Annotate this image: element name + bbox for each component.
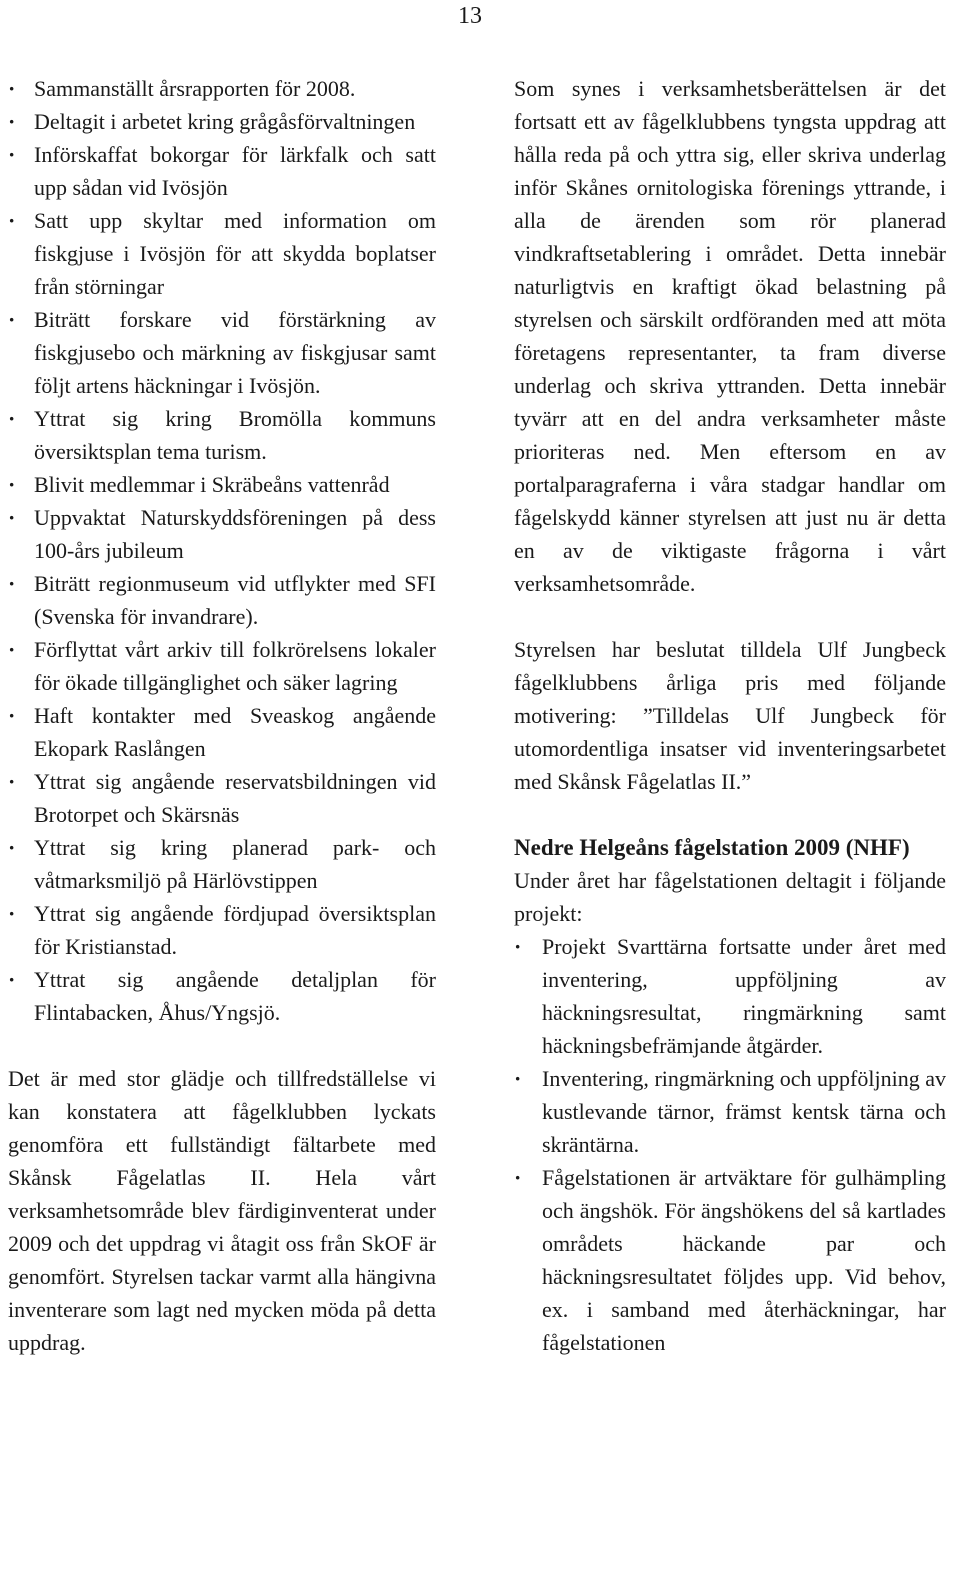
list-item: · Fågelstationen är artväktare för gulhämpling och ängshök. För ängshökens del så kartlades områdets häckande par och häckningsresultatet följdes upp. Vid behov, ex. i samband med återhäckningar, har fågelstationen [514, 1161, 946, 1359]
spacer [8, 1029, 436, 1062]
wind-power-paragraph: Som synes i verksamhetsberättelsen är det fortsatt ett av fågelklubbens tyngsta uppdrag att hålla reda på och yttra sig, eller skriva underlag inför Skånes ornitologiska förenings yttrande, i alla de ärenden som rör planerad vindkraftsetablering i området. Detta innebär naturligtvis en kraftigt ökad belastning på styrelsen och särskilt ordföranden med att möta företagens representanter, ta fram diverse underlag och skriva yttranden. Detta innebär tyvärr att en del andra verksamheter måste prioriteras ned. Men eftersom en av portalparagraferna i våra stadgar handlar om fågelskydd känner styrelsen att just nu är detta en av de viktigaste frågorna i vårt verksamhetsområde. [514, 76, 946, 596]
list-item: · Yttrat sig angående reservatsbildningen vid Brotorpet och Skärsnäs [8, 765, 436, 831]
list-item: · Förflyttat vårt arkiv till folkrörelsens lokaler för ökade tillgänglighet och säker lagring [8, 633, 436, 699]
list-item: · Biträtt regionmuseum vid utflykter med SFI (Svenska för invandrare). [8, 567, 436, 633]
list-item: · Yttrat sig kring planerad park- och våtmarksmiljö på Härlövstippen [8, 831, 436, 897]
list-item: · Deltagit i arbetet kring grågåsförvaltningen [8, 105, 436, 138]
award-paragraph: Styrelsen har beslutat tilldela Ulf Jungbeck fågelklubbens årliga pris med följande motivering: ”Tilldelas Ulf Jungbeck för utomordentliga insatser vid inventeringsarbetet med Skånsk Fågelatlas II.” [514, 637, 946, 794]
list-item: · Inventering, ringmärkning och uppföljning av kustlevande tärnor, främst kentsk tärna och skräntärna. [514, 1062, 946, 1161]
list-item: · Uppvaktat Naturskyddsföreningen på dess 100-års jubileum [8, 501, 436, 567]
list-item: · Haft kontakter med Sveaskog angående Ekopark Raslången [8, 699, 436, 765]
list-item: · Blivit medlemmar i Skräbeåns vattenråd [8, 468, 436, 501]
section-heading: Nedre Helgeåns fågelstation 2009 (NHF) [514, 835, 910, 860]
list-item: · Yttrat sig angående detaljplan för Flintabacken, Åhus/Yngsjö. [8, 963, 436, 1029]
list-item: · Yttrat sig kring Bromölla kommuns översiktsplan tema turism. [8, 402, 436, 468]
list-item: · Yttrat sig angående fördjupad översiktsplan för Kristianstad. [8, 897, 436, 963]
list-item: · Sammanställt årsrapporten för 2008. [8, 72, 436, 105]
page-number: 13 [458, 3, 482, 29]
list-item: · Införskaffat bokorgar för lärkfalk och satt upp sådan vid Ivösjön [8, 138, 436, 204]
section-intro: Under året har fågelstationen deltagit i följande projekt: [514, 868, 946, 926]
right-column [514, 72, 946, 1359]
activity-list [8, 72, 436, 1029]
list-item: · Satt upp skyltar med information om fiskgjuse i Ivösjön för att skydda boplatser från störningar [8, 204, 436, 303]
project-list [514, 930, 946, 1359]
spacer [514, 600, 946, 633]
spacer [514, 798, 946, 831]
list-item: · Biträtt forskare vid förstärkning av fiskgjusebo och märkning av fiskgjusar samt följt artens häckningar i Ivösjön. [8, 303, 436, 402]
list-item: · Projekt Svarttärna fortsatte under året med inventering, uppföljning av häckningsresultat, ringmärkning samt häckningsbefrämjande åtgärder. [514, 930, 946, 1062]
closing-paragraph: Det är med stor glädje och tillfredställelse vi kan konstatera att fågelklubben lyckats genomföra ett fullständigt fältarbete med Skånsk Fågelatlas II. Hela vårt verksamhetsområde blev färdiginventerat under 2009 och det uppdrag vi åtagit oss från SkOF är genomfört. Styrelsen tackar varmt alla hängivna inventerare som lagt ned mycken möda på detta uppdrag. [8, 1066, 436, 1355]
left-column [8, 72, 436, 1359]
